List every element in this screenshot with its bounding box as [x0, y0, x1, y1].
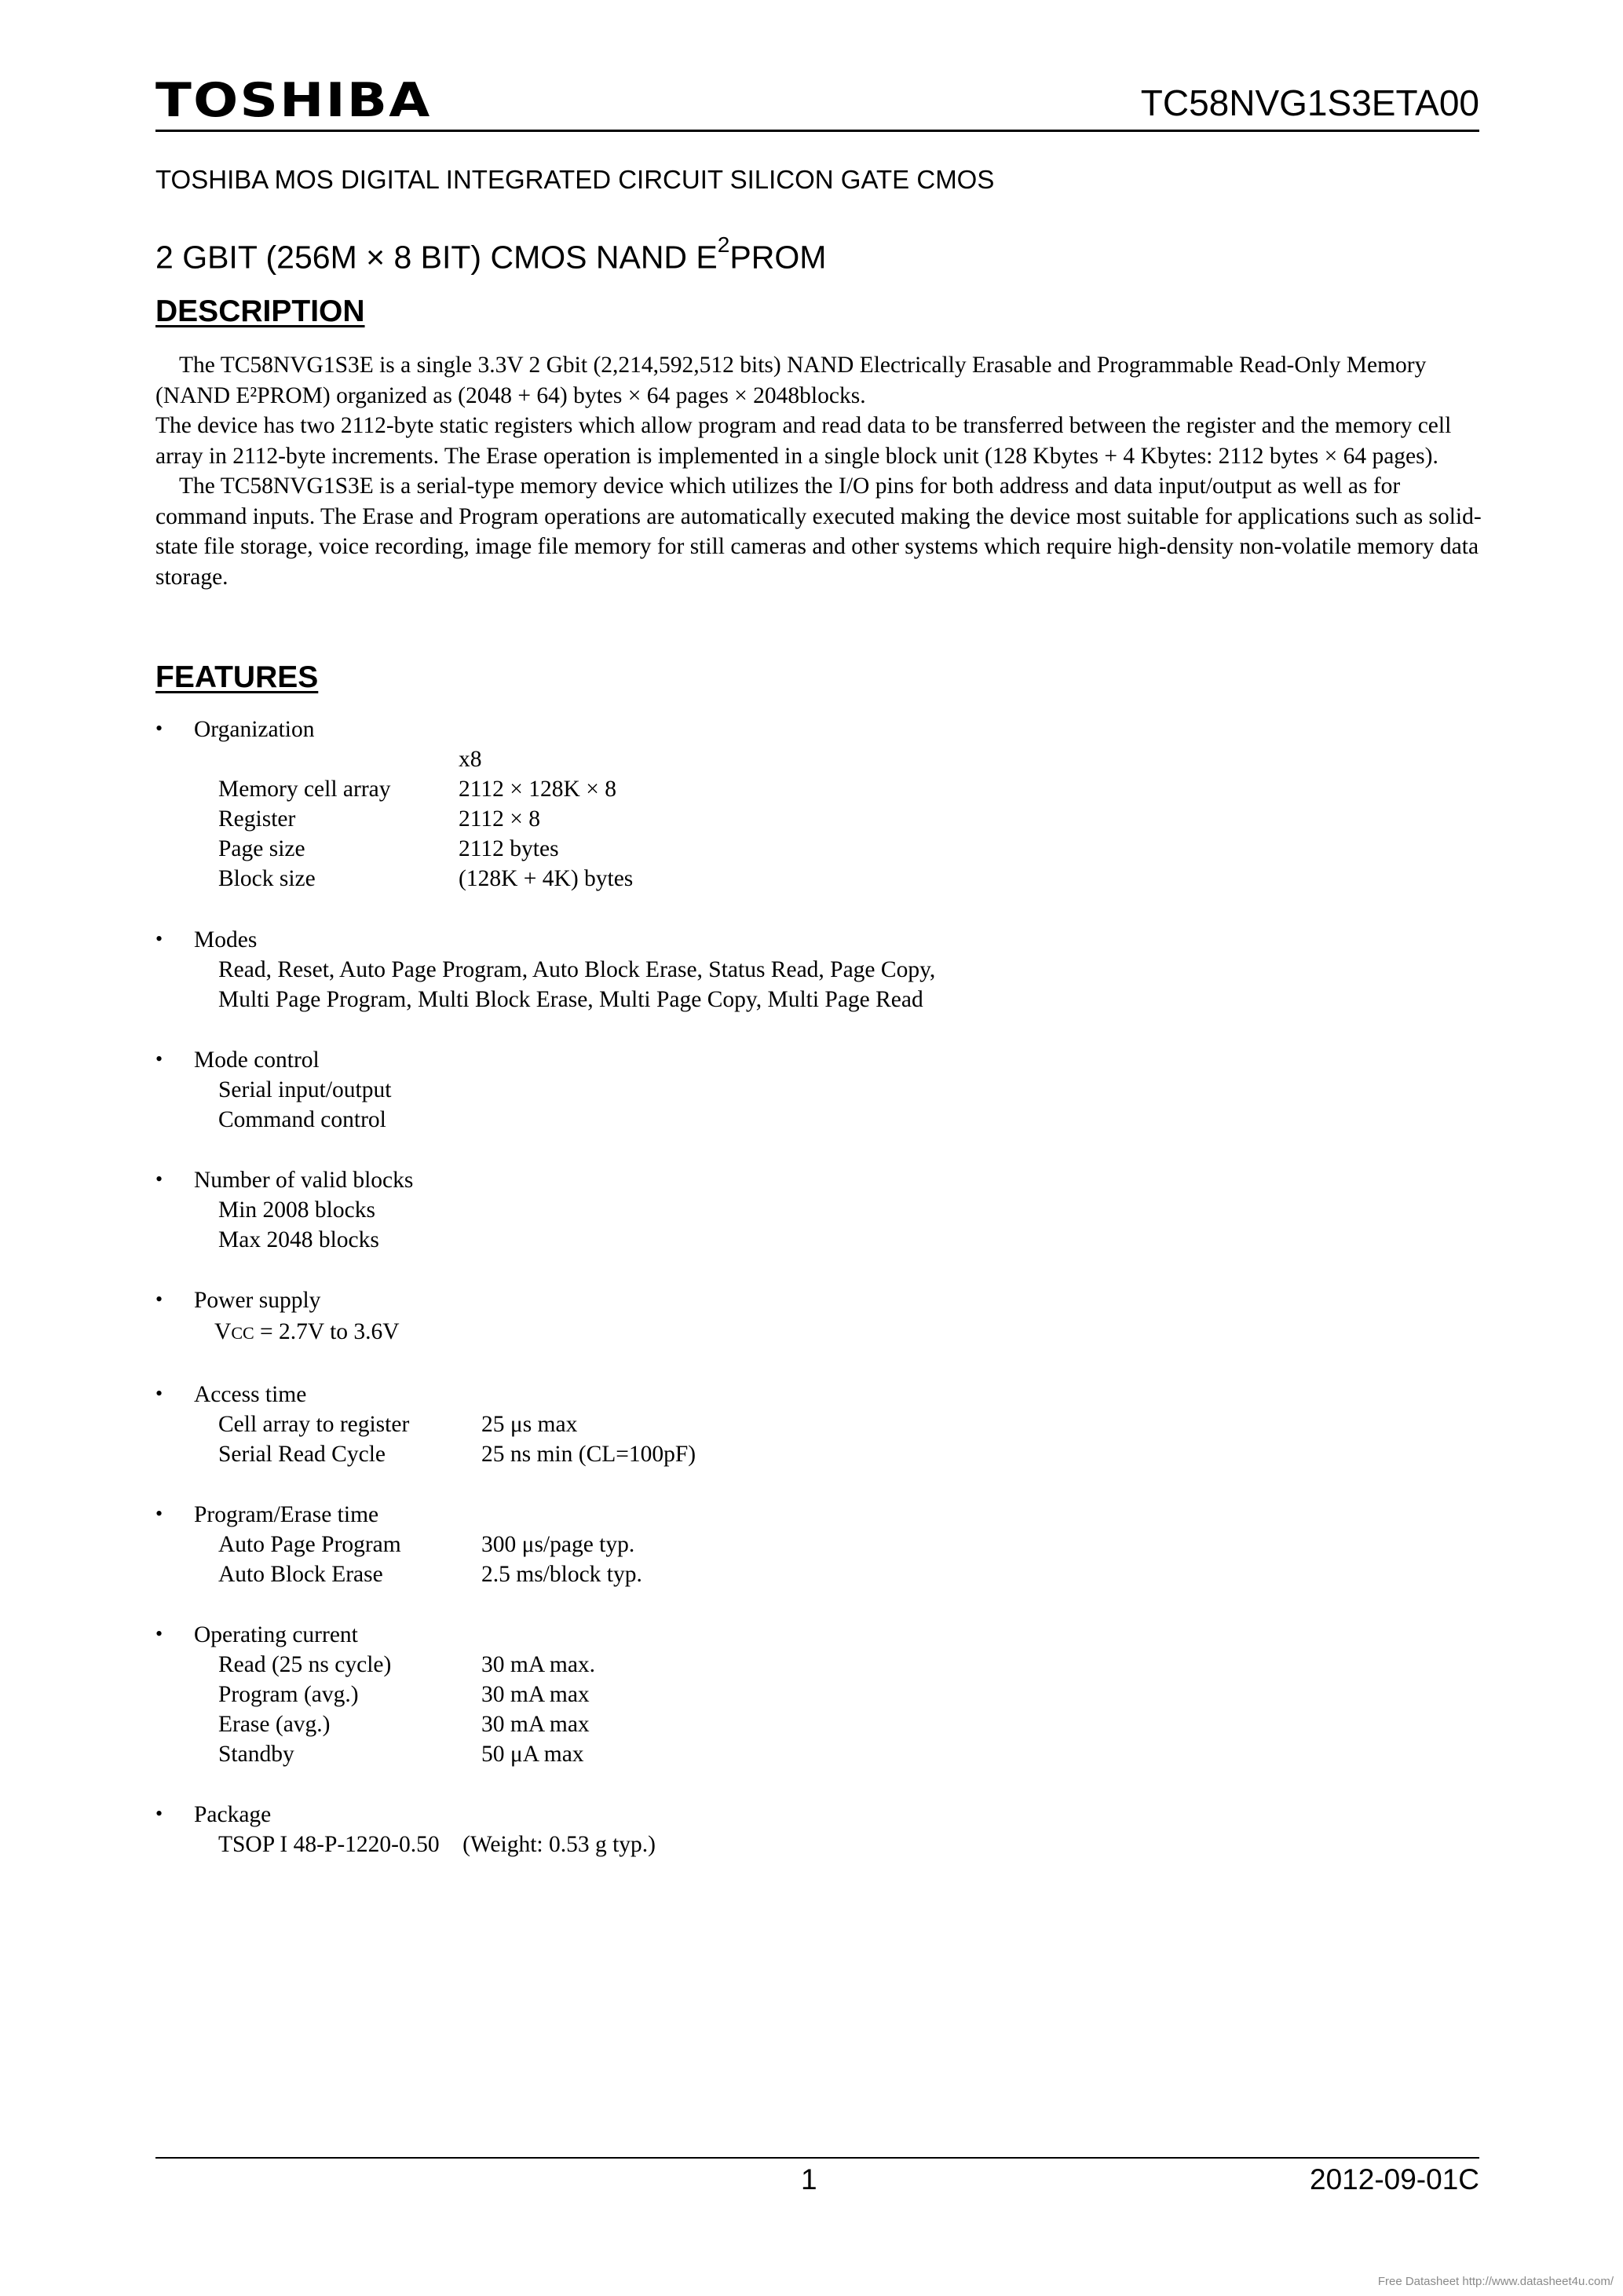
package-value: TSOP I 48-P-1220-0.50 (Weight: 0.53 g typ.)	[218, 1832, 656, 1857]
operating-current-label: Read (25 ns cycle)	[218, 1652, 392, 1677]
vcc-range	[214, 1321, 400, 1344]
description-body	[155, 350, 1482, 592]
feature-title-valid-blocks: Number of valid blocks	[194, 1168, 414, 1193]
description-paragraph: The TC58NVG1S3E is a serial-type memory device which utilizes the I/O pins for both address and data input/output as well as for command inputs. The Erase and Program operations are automatically executed making the device most suitable for applications such as solid-state file storage, voice recording, image file memory for still cameras and other systems which require high-density non-volatile memory data storage.	[155, 473, 1482, 590]
operating-current-value: 50 μA max	[481, 1742, 584, 1767]
feature-title-organization: Organization	[194, 717, 315, 742]
organization-row-value: 2112 × 8	[459, 806, 541, 832]
organization-row-label: Register	[218, 806, 296, 832]
footer-divider	[155, 2157, 1479, 2159]
vcc-subscript: CC	[231, 1323, 254, 1343]
operating-current-value: 30 mA max	[481, 1712, 590, 1737]
bullet: •	[155, 1502, 163, 1525]
vcc-label: V	[214, 1319, 232, 1344]
feature-title-mode-control: Mode control	[194, 1047, 320, 1073]
header-divider	[155, 130, 1479, 132]
title-suffix: PROM	[729, 239, 827, 276]
program-erase-value: 300 μs/page typ.	[481, 1532, 635, 1557]
bullet: •	[155, 1382, 163, 1405]
description-heading: DESCRIPTION	[155, 294, 365, 328]
bullet: •	[155, 927, 163, 950]
operating-current-label: Program (avg.)	[218, 1682, 359, 1707]
feature-title-program-erase-time: Program/Erase time	[194, 1502, 379, 1527]
operating-current-label: Erase (avg.)	[218, 1712, 331, 1737]
feature-title-operating-current: Operating current	[194, 1622, 358, 1647]
description-paragraph: The TC58NVG1S3E is a single 3.3V 2 Gbit (2,214,592,512 bits) NAND Electrically Erasable and Programmable Read-Only Memory (NAND E²PROM) organized as (2048 + 64) bytes × 64 pages × 2048blocks.	[155, 353, 1427, 408]
bullet: •	[155, 1802, 163, 1825]
access-time-value: 25 μs max	[481, 1412, 578, 1437]
bullet: •	[155, 1622, 163, 1645]
program-erase-label: Auto Page Program	[218, 1532, 401, 1557]
valid-blocks-line: Min 2008 blocks	[218, 1197, 375, 1223]
access-time-value: 25 ns min (CL=100pF)	[481, 1442, 696, 1467]
vcc-value: = 2.7V to 3.6V	[254, 1319, 400, 1344]
description-paragraph: The device has two 2112-byte static registers which allow program and read data to be transferred between the register and the memory cell array in 2112-byte increments. The Erase operation is implemented in a single block unit (128 Kbytes + 4 Kbytes: 2112 bytes × 64 pages).	[155, 413, 1452, 469]
access-time-label: Cell array to register	[218, 1412, 410, 1437]
valid-blocks-line: Max 2048 blocks	[218, 1227, 379, 1252]
organization-row-label: Memory cell array	[218, 777, 391, 802]
modes-line: Multi Page Program, Multi Block Erase, Multi Page Copy, Multi Page Read	[218, 987, 923, 1012]
document-title	[155, 232, 827, 276]
organization-row-value: 2112 bytes	[459, 836, 559, 861]
bullet: •	[155, 1168, 163, 1190]
part-number: TC58NVG1S3ETA00	[1140, 82, 1479, 123]
feature-title-access-time: Access time	[194, 1382, 307, 1407]
program-erase-label: Auto Block Erase	[218, 1562, 383, 1587]
organization-row-label: Block size	[218, 866, 316, 891]
operating-current-value: 30 mA max.	[481, 1652, 596, 1677]
bullet: •	[155, 717, 163, 740]
organization-row-value: 2112 × 128K × 8	[459, 777, 616, 802]
toshiba-logo: TOSHIBA	[155, 73, 432, 128]
bullet: •	[155, 1047, 163, 1070]
operating-current-value: 30 mA max	[481, 1682, 590, 1707]
page-number: 1	[801, 2163, 817, 2195]
features-heading: FEATURES	[155, 660, 319, 694]
title-main: 2 GBIT (256M × 8 BIT) CMOS NAND E	[155, 239, 718, 276]
access-time-label: Serial Read Cycle	[218, 1442, 386, 1467]
document-date: 2012-09-01C	[1310, 2163, 1479, 2195]
operating-current-label: Standby	[218, 1742, 294, 1767]
feature-title-package: Package	[194, 1802, 272, 1827]
modes-line: Read, Reset, Auto Page Program, Auto Block Erase, Status Read, Page Copy,	[218, 957, 936, 982]
mode-control-line: Serial input/output	[218, 1077, 392, 1102]
program-erase-value: 2.5 ms/block typ.	[481, 1562, 642, 1587]
document-subtitle: TOSHIBA MOS DIGITAL INTEGRATED CIRCUIT SILICON GATE CMOS	[155, 165, 995, 194]
organization-row-label: Page size	[218, 836, 305, 861]
title-superscript: 2	[717, 232, 730, 257]
feature-title-modes: Modes	[194, 927, 258, 952]
mode-control-line: Command control	[218, 1107, 386, 1132]
feature-title-power-supply: Power supply	[194, 1288, 321, 1313]
organization-column-header: x8	[459, 747, 482, 772]
watermark: Free Datasheet http://www.datasheet4u.com/	[1377, 2275, 1614, 2288]
bullet: •	[155, 1288, 163, 1311]
organization-row-value: (128K + 4K) bytes	[459, 866, 634, 891]
